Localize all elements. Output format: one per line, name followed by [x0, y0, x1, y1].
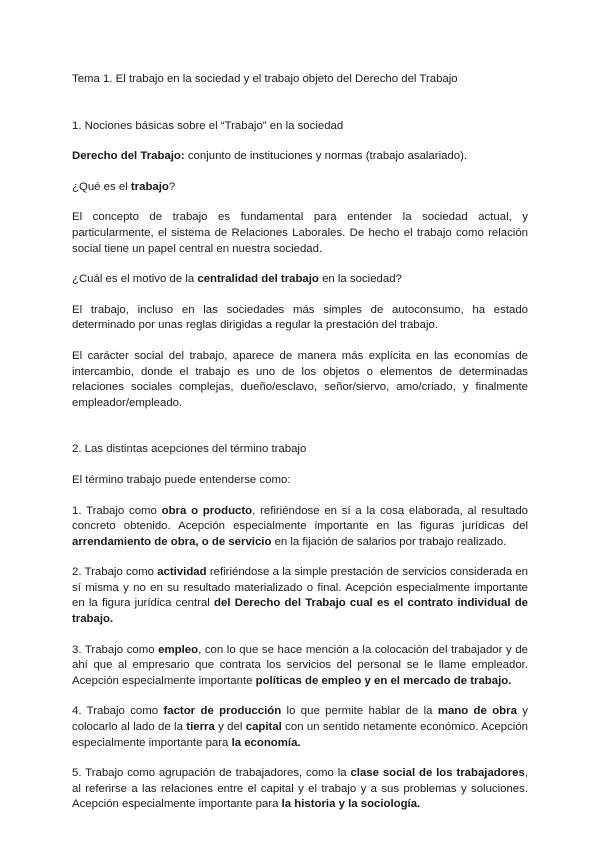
item-bold: actividad — [157, 566, 207, 579]
list-item — [72, 766, 528, 813]
section-1-heading: 1. Nociones básicas sobre el “Trabajo” en la sociedad — [72, 119, 344, 132]
item-text: 4. Trabajo como — [72, 705, 164, 718]
item-text: 3. Trabajo como — [72, 643, 159, 656]
definition-paragraph — [72, 149, 528, 165]
item-bold: arrendamiento de obra, o de servicio — [72, 535, 272, 548]
question-centrality — [72, 272, 528, 288]
definition-text: conjunto de instituciones y normas (trabajo asalariado). — [184, 150, 468, 163]
item-bold: del Derecho del Trabajo cual es el contrato individual de trabajo. — [72, 597, 529, 626]
item-text: , con lo que se hace mención a la colocación del trabajador y de ahí que al empresario que contrata los servicios del personal se le llame empleador. Acepción especialmente importante — [72, 643, 528, 687]
question-text: ¿Qué es el — [72, 180, 131, 193]
item-text: 5. Trabajo como agrupación de trabajadores, como la — [72, 767, 351, 780]
item-text: 2. Trabajo como — [72, 566, 158, 579]
item-text: lo que permite hablar de la — [281, 705, 438, 718]
document-title: Tema 1. El trabajo en la sociedad y el trabajo objeto del Derecho del Trabajo — [72, 73, 458, 85]
question-bold: centralidad del trabajo — [197, 273, 319, 286]
item-text: , al referirse a las relaciones entre el capital y el trabajo y a sus problemas y soluciones. Acepción especialmente importante para — [72, 767, 528, 811]
question-text: ¿Cuál es el motivo de la — [72, 273, 198, 286]
question-text: ? — [168, 180, 176, 193]
question-what-is-work — [72, 180, 528, 196]
item-text: con un sentido netamente económico. Acepción especialmente importante para — [72, 721, 528, 749]
item-bold: tierra — [186, 721, 215, 734]
question-text: en la sociedad? — [318, 273, 402, 286]
list-item — [72, 504, 528, 551]
item-bold: clase social de los trabajadores — [350, 767, 525, 780]
list-item — [72, 704, 528, 751]
item-bold: capital — [245, 721, 282, 734]
question-bold: trabajo — [130, 180, 169, 193]
paragraph-social-character: El carácter social del trabajo, aparece de manera más explícita en las economías de intercambio, donde el trabajo es uno de los objetos o elementos de determinadas relaciones sociales complejas, dueño/esclavo, señor/siervo, amo/criado, y finalmente empleador/empleado. — [72, 349, 528, 409]
item-text: , refiriéndose en sí a la cosa elaborada, al resultado concreto obtenido. Acepción especialmente importante en las figuras jurídicas del — [72, 504, 528, 533]
list-item — [72, 643, 528, 690]
paragraph-concept: El concepto de trabajo es fundamental para entender la sociedad actual, y particularmente, el sistema de Relaciones Laborales. De hecho el trabajo como relación social tiene un papel central en nuestra sociedad. — [72, 211, 528, 255]
paragraph-rules: El trabajo, incluso en las sociedades más simples de autoconsumo, ha estado determinado por unas reglas dirigidas a regular la prestación del trabajo. — [72, 303, 528, 332]
item-bold: empleo — [158, 643, 199, 656]
document-page — [72, 72, 528, 828]
item-text: y colocarlo al lado de la — [72, 705, 528, 734]
item-bold: la economía. — [231, 736, 301, 749]
item-text: refiriéndose a la simple prestación de servicios considerada en sí misma y no en su resultado materializado o final. Acepción especialmente importante en la figura jurídica central — [72, 566, 528, 610]
section-2-intro: El término trabajo puede entenderse como: — [72, 473, 291, 486]
item-bold: mano de obra — [437, 705, 517, 718]
item-text: en la fijación de salarios por trabajo realizado. — [271, 535, 507, 548]
item-bold: la historia y la sociología. — [281, 798, 421, 811]
item-bold: obra o producto — [161, 504, 253, 517]
item-bold: factor de producción — [163, 705, 282, 718]
item-text: 1. Trabajo como — [72, 504, 162, 517]
section-2-heading: 2. Las distintas acepciones del término trabajo — [72, 443, 307, 456]
item-bold: políticas de empleo y en el mercado de trabajo. — [255, 674, 512, 687]
definition-term: Derecho del Trabajo: — [72, 150, 185, 163]
list-item — [72, 565, 528, 627]
item-text: y del — [214, 721, 246, 734]
